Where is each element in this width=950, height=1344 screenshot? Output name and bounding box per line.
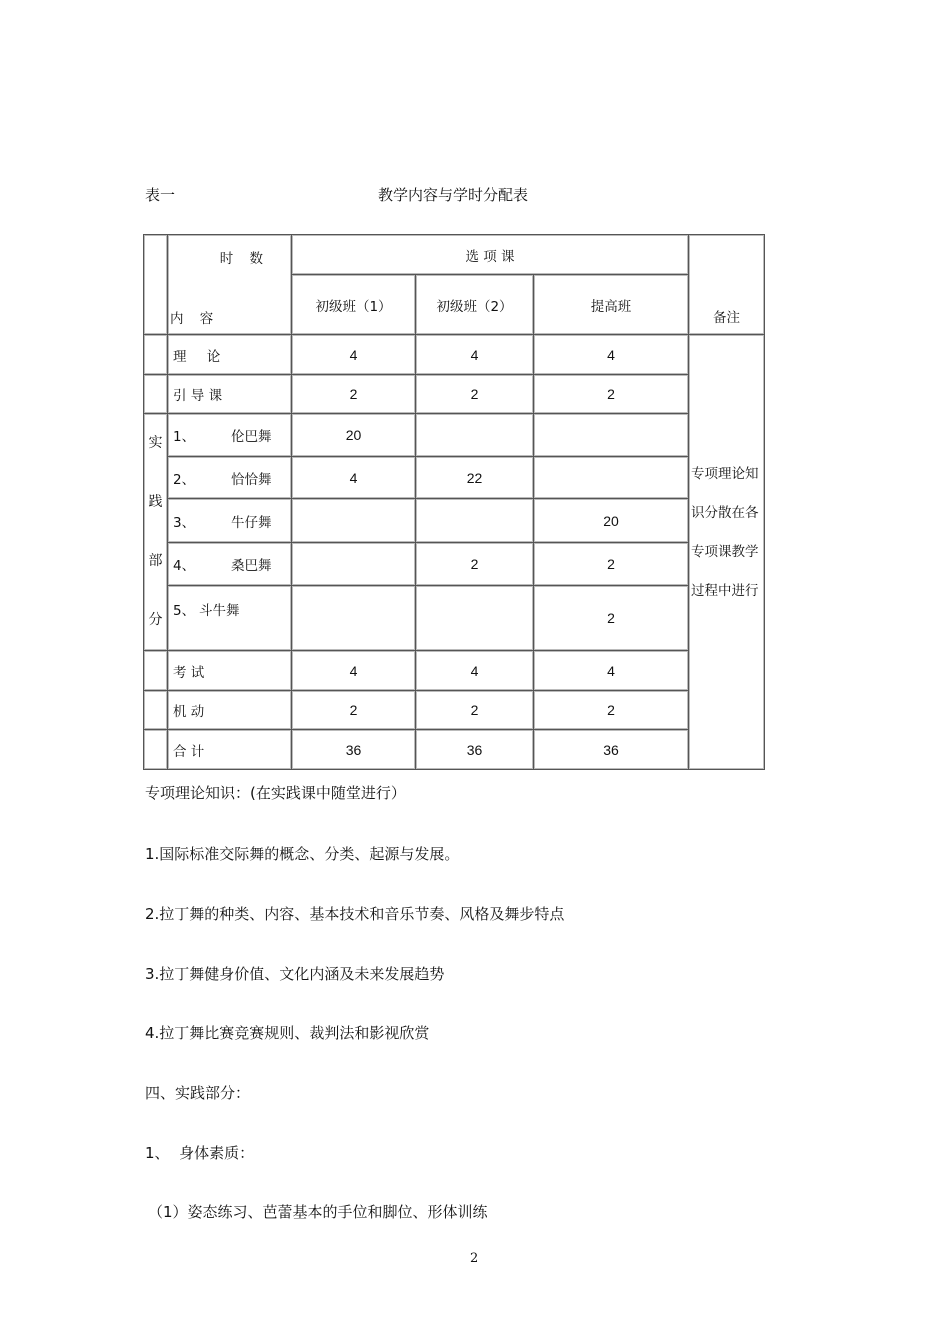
- paragraph-item: 4.拉丁舞比赛竞赛规则、裁判法和影视欣赏: [145, 1024, 430, 1042]
- paragraph-item: （1）姿态练习、芭蕾基本的手位和脚位、形体训练: [148, 1203, 488, 1221]
- cell: [292, 542, 416, 585]
- cell: [416, 586, 534, 651]
- cell: [292, 499, 416, 542]
- header-content: 内 容: [170, 311, 220, 327]
- cell: 20: [534, 499, 689, 542]
- section-heading: 四、实践部分：: [145, 1084, 251, 1102]
- cell: 2: [416, 375, 534, 414]
- item-name: 桑巴舞: [231, 557, 272, 574]
- cell: [292, 586, 416, 651]
- cell: [534, 414, 689, 457]
- cell: 2: [292, 375, 416, 414]
- corner-cell: [144, 235, 168, 335]
- remark-cell: [689, 335, 765, 770]
- table-row: [144, 730, 765, 770]
- cell: [416, 499, 534, 542]
- item-num: 2、: [173, 471, 196, 488]
- subsection-heading: 1、 身体素质：: [145, 1144, 255, 1162]
- cell: 20: [292, 414, 416, 457]
- side-char: 践: [148, 494, 163, 510]
- table-row: [144, 542, 765, 585]
- cell: 36: [534, 730, 689, 770]
- practice-side-label: [144, 414, 168, 651]
- cell: 4: [292, 651, 416, 691]
- item-name: 牛仔舞: [231, 514, 272, 531]
- cell: 4: [292, 457, 416, 499]
- row-label-total: 合 计: [173, 743, 205, 760]
- remark-line: 过程中进行: [691, 583, 759, 599]
- cell: 2: [534, 542, 689, 585]
- cell: 2: [292, 691, 416, 730]
- cell: 36: [292, 730, 416, 770]
- row-label-exam: 考 试: [173, 664, 205, 681]
- cell: 4: [534, 335, 689, 375]
- paragraph-item: 3.拉丁舞健身价值、文化内涵及未来发展趋势: [145, 965, 445, 983]
- cell: 4: [416, 335, 534, 375]
- side-char: 分: [148, 612, 163, 628]
- table-row: [144, 335, 765, 375]
- item-num: 4、: [173, 557, 196, 574]
- table-row: [144, 586, 765, 651]
- remark-line: 专项理论知: [691, 466, 759, 482]
- table-row: [144, 457, 765, 499]
- side-char: 部: [148, 553, 163, 569]
- cell: 2: [534, 375, 689, 414]
- allocation-table: [143, 234, 765, 770]
- table-row: [144, 499, 765, 542]
- row-label-intro: 引 导 课: [173, 388, 223, 404]
- paragraph-item: 1.国际标准交际舞的概念、分类、起源与发展。: [145, 845, 460, 863]
- table-row: [144, 375, 765, 414]
- remark-line: 专项课教学: [691, 544, 759, 560]
- table-row: [144, 691, 765, 730]
- item-num: 1、: [173, 429, 196, 446]
- page-number: 2: [470, 1251, 479, 1266]
- cell: [534, 457, 689, 499]
- cell: 22: [416, 457, 534, 499]
- item-num: 5、: [173, 603, 196, 620]
- cell: 4: [292, 335, 416, 375]
- header-class-1: 初级班（1）: [292, 275, 416, 335]
- header-elective: 选 项 课: [292, 235, 689, 275]
- cell: 4: [416, 651, 534, 691]
- item-name: 斗牛舞: [199, 603, 240, 620]
- item-name: 伦巴舞: [231, 429, 272, 446]
- cell: 2: [416, 691, 534, 730]
- cell: 4: [534, 651, 689, 691]
- row-label-theory: 理 论: [173, 348, 229, 365]
- header-hours-content: [168, 235, 292, 335]
- cell: [416, 414, 534, 457]
- paragraph-item: 2.拉丁舞的种类、内容、基本技术和音乐节奏、风格及舞步特点: [145, 905, 565, 923]
- cell: 2: [416, 542, 534, 585]
- header-class-advanced: 提高班: [534, 275, 689, 335]
- cell: 2: [534, 586, 689, 651]
- cell: 36: [416, 730, 534, 770]
- header-class-2: 初级班（2）: [416, 275, 534, 335]
- remark-line: 识分散在各: [691, 505, 759, 521]
- side-char: 实: [148, 435, 163, 451]
- table-label: 表一: [145, 186, 176, 204]
- cell: 2: [534, 691, 689, 730]
- header-hours: 时 数: [219, 251, 269, 267]
- paragraph-theory-heading: 专项理论知识：(在实践课中随堂进行）: [145, 784, 406, 802]
- table-title: 教学内容与学时分配表: [378, 186, 529, 204]
- header-remark: 备注: [689, 235, 765, 335]
- item-name: 恰恰舞: [231, 471, 272, 488]
- item-num: 3、: [173, 514, 196, 531]
- row-label-flex: 机 动: [173, 704, 205, 720]
- table-row: [144, 414, 765, 457]
- table-row: [144, 651, 765, 691]
